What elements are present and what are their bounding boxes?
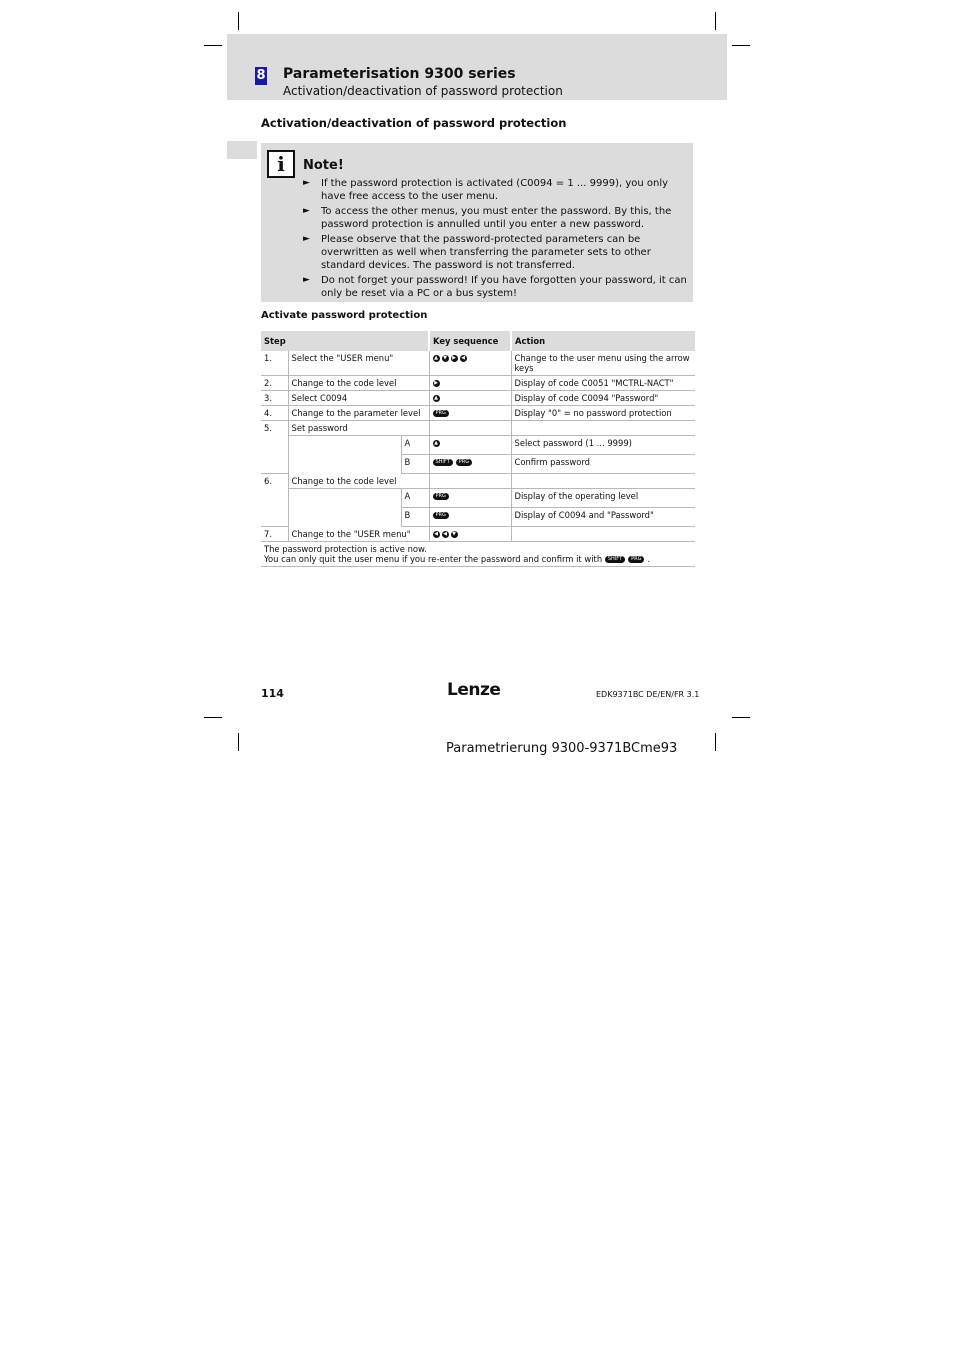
chapter-number: 8 <box>256 68 266 83</box>
crop-mark <box>204 717 222 718</box>
table-row <box>261 351 695 376</box>
crop-mark <box>238 733 239 751</box>
step-action: Display of code C0094 "Password" <box>511 391 695 406</box>
crop-mark <box>238 12 239 30</box>
info-icon: i <box>267 150 295 178</box>
col-header-step: Step <box>261 331 429 351</box>
step-action <box>511 421 695 436</box>
crop-mark <box>732 717 750 718</box>
table-subrow <box>261 508 695 527</box>
step-action: Change to the user menu using the arrow keys <box>511 351 695 376</box>
table-subrow <box>261 489 695 508</box>
substep-label: B <box>401 508 429 527</box>
substep-label: A <box>401 489 429 508</box>
col-header-action: Action <box>511 331 695 351</box>
table-row <box>261 474 695 489</box>
step-number: 6. <box>261 474 288 527</box>
key-left-icon: ◀ <box>443 531 447 537</box>
section-title: Activation/deactivation of password protection <box>261 116 567 130</box>
key-right-icon: ▶ <box>452 355 456 361</box>
key-left-icon: ◀ <box>461 355 465 361</box>
step-number: 5. <box>261 421 288 474</box>
key-up-icon: ▲ <box>434 440 438 446</box>
chapter-subtitle: Activation/deactivation of password protection <box>283 84 563 98</box>
subsection-title: Activate password protection <box>261 310 428 321</box>
step-description: Select the "USER menu" <box>288 351 429 376</box>
table-subrow <box>261 455 695 474</box>
footnote-line: The password protection is active now. <box>264 544 427 554</box>
step-action: Display of the operating level <box>511 489 695 508</box>
key-prg-icon: PRG <box>433 493 449 500</box>
step-description: Change to the code level <box>288 376 429 391</box>
key-shift-icon: SHIFT <box>605 556 625 563</box>
bullet-icon: ► <box>303 275 310 285</box>
key-sequence <box>429 455 511 474</box>
key-prg-icon: PRG <box>433 410 449 417</box>
step-number: 3. <box>261 391 288 406</box>
note-item: ► Do not forget your password! If you have forgotten your password, it can only be reset via a PC or a bus system! <box>303 275 687 299</box>
note-title: Note! <box>303 158 344 173</box>
note-item: ► If the password protection is activated (C0094 = 1 ... 9999), you only have free access to the user menu. <box>303 178 669 202</box>
step-action: Confirm password <box>511 455 695 474</box>
key-shift-icon: SHIFT <box>433 459 453 466</box>
step-action: Display of C0094 and "Password" <box>511 508 695 527</box>
key-sequence <box>429 474 511 489</box>
table-row <box>261 527 695 542</box>
bullet-icon: ► <box>303 178 310 188</box>
step-description: Change to the parameter level <box>288 406 429 421</box>
step-action: Display of code C0051 "MCTRL-NACT" <box>511 376 695 391</box>
step-description: Change to the "USER menu" <box>288 527 429 542</box>
footnote-line: You can only quit the user menu if you re-enter the password and confirm it with SHIFT PRG . <box>264 554 651 564</box>
key-up-icon: ▲ <box>434 355 438 361</box>
step-description: Set password <box>288 421 429 436</box>
doc-name: Parametrierung 9300-9371BCme93 <box>446 741 678 756</box>
step-action <box>511 474 695 489</box>
table-subrow <box>261 436 695 455</box>
key-sequence <box>429 391 511 406</box>
key-prg-icon: PRG <box>456 459 472 466</box>
key-sequence <box>429 489 511 508</box>
table-row <box>261 376 695 391</box>
bullet-icon: ► <box>303 206 310 216</box>
steps-table <box>261 331 695 567</box>
col-header-keys: Key sequence <box>429 331 511 351</box>
key-down-icon: ▼ <box>452 531 456 537</box>
doc-reference: EDK9371BC DE/EN/FR 3.1 <box>596 690 700 699</box>
substep-label: B <box>401 455 429 474</box>
key-sequence <box>429 421 511 436</box>
key-sequence <box>429 376 511 391</box>
crop-mark <box>204 45 222 46</box>
key-prg-icon: PRG <box>433 512 449 519</box>
key-sequence <box>429 436 511 455</box>
key-sequence <box>429 527 511 542</box>
table-row <box>261 421 695 436</box>
substep-label: A <box>401 436 429 455</box>
step-action: Display "0" = no password protection <box>511 406 695 421</box>
note-item: ► Please observe that the password-protected parameters can be overwritten as well when transferring the parameter sets to other standard devices. The password is not transferred. <box>303 234 651 271</box>
note-item: ► To access the other menus, you must enter the password. By this, the password protection is annulled until you enter a new password. <box>303 206 672 230</box>
lenze-logo: Lenze <box>447 680 501 700</box>
key-down-icon: ▼ <box>443 355 447 361</box>
chapter-title: Parameterisation 9300 series <box>283 66 516 82</box>
key-right-icon: ▶ <box>434 380 438 386</box>
step-number: 7. <box>261 527 288 542</box>
step-number: 4. <box>261 406 288 421</box>
crop-mark <box>715 12 716 30</box>
crop-mark <box>732 45 750 46</box>
crop-mark <box>715 733 716 751</box>
key-sequence <box>429 406 511 421</box>
key-sequence <box>429 508 511 527</box>
side-tab <box>227 141 257 159</box>
step-action <box>511 527 695 542</box>
table-row <box>261 391 695 406</box>
step-number: 1. <box>261 351 288 376</box>
note-list <box>303 177 687 302</box>
key-left-icon: ◀ <box>434 531 438 537</box>
bullet-icon: ► <box>303 234 310 244</box>
step-description: Change to the code level <box>288 474 429 489</box>
step-description: Select C0094 <box>288 391 429 406</box>
key-prg-icon: PRG <box>628 556 644 563</box>
page-number: 114 <box>261 687 284 700</box>
key-up-icon: ▲ <box>434 395 438 401</box>
table-row <box>261 406 695 421</box>
key-sequence <box>429 351 511 376</box>
step-action: Select password (1 ... 9999) <box>511 436 695 455</box>
note-box <box>261 143 693 302</box>
step-number: 2. <box>261 376 288 391</box>
table-footnote <box>261 542 695 567</box>
